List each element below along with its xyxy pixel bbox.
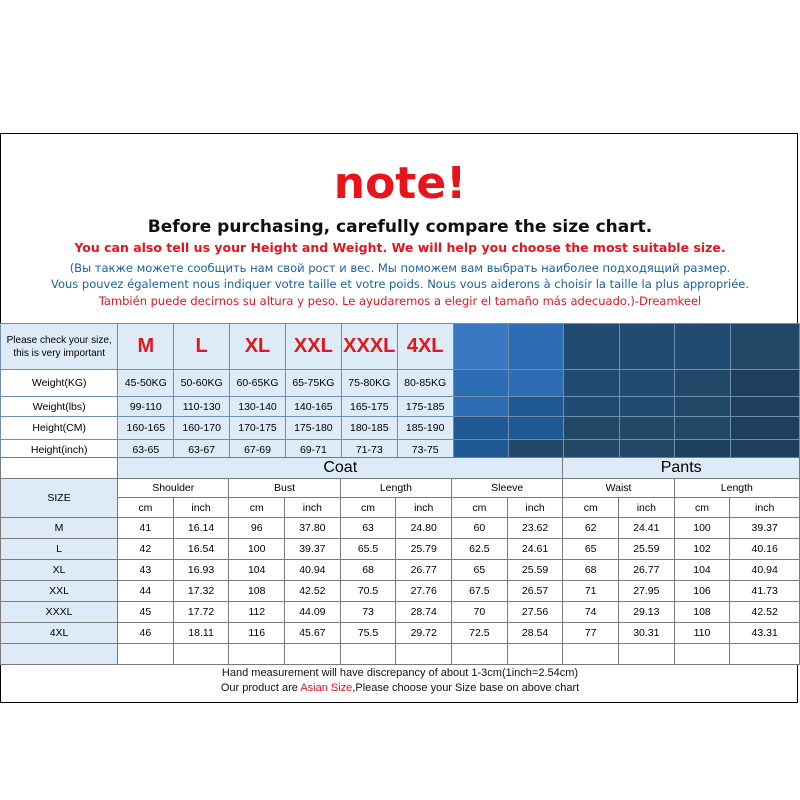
color-block — [509, 417, 564, 440]
size-guide-row — [1, 370, 800, 397]
empty-cell — [730, 644, 800, 665]
unit-inch: inch — [730, 498, 800, 518]
table-cell: 28.74 — [396, 602, 452, 623]
row-size-label: XXL — [1, 581, 118, 602]
size-guide-row — [1, 397, 800, 417]
table-cell: 110-130 — [174, 397, 230, 417]
table-cell: 41.73 — [730, 581, 800, 602]
color-block — [564, 370, 619, 397]
table-cell: 26.57 — [507, 581, 563, 602]
table-cell: 46 — [118, 623, 174, 644]
color-block — [730, 324, 799, 370]
french-instruction: Vous pouvez également nous indiquer votre taille et votre poids. Nous vous aiderons à choisir la taille la plus appropriée. — [50, 277, 750, 291]
color-block — [453, 397, 508, 417]
size-column-header: SIZE — [1, 479, 118, 518]
empty-cell — [452, 644, 508, 665]
color-block — [619, 324, 674, 370]
asian-size-highlight: Asian Size — [300, 682, 353, 694]
table-cell: 50-60KG — [174, 370, 230, 397]
table-cell: 27.56 — [507, 602, 563, 623]
unit-row — [1, 498, 800, 518]
coat-length-header: Length — [340, 479, 451, 498]
empty-row — [1, 644, 800, 665]
russian-instruction: (Вы также можете сообщить нам свой рост и вес. Мы поможем вам выбрать наиболее подходящий размер. — [69, 261, 731, 275]
table-cell: 62 — [563, 518, 619, 539]
size-xxxl: XXXL — [341, 324, 397, 370]
empty-cell — [285, 644, 341, 665]
table-cell: 16.14 — [173, 518, 229, 539]
table-cell: 100 — [229, 539, 285, 560]
unit-inch: inch — [173, 498, 229, 518]
color-block — [564, 324, 619, 370]
check-size-line-2: this is very important — [13, 347, 106, 359]
unit-inch: inch — [618, 498, 674, 518]
table-cell: 77 — [563, 623, 619, 644]
table-cell: 42 — [118, 539, 174, 560]
table-cell: 26.77 — [618, 560, 674, 581]
table-cell: 68 — [340, 560, 396, 581]
table-cell: 70 — [452, 602, 508, 623]
asian-size-prefix: Our product are — [220, 682, 301, 694]
table-cell: 160-170 — [174, 417, 230, 440]
coat-header: Coat — [118, 458, 563, 479]
table-cell: 180-185 — [341, 417, 397, 440]
color-block — [619, 370, 674, 397]
row-size-label: L — [1, 539, 118, 560]
table-cell: 29.72 — [396, 623, 452, 644]
empty-cell — [507, 644, 563, 665]
table-cell: 65-75KG — [285, 370, 341, 397]
asian-size-suffix: ,Please choose your Size base on above chart — [352, 682, 580, 694]
table-cell: 60-65KG — [230, 370, 286, 397]
table-cell: 63-65 — [118, 440, 174, 460]
table-cell: 99-110 — [118, 397, 174, 417]
size-guide-row — [1, 417, 800, 440]
unit-inch: inch — [285, 498, 341, 518]
color-block — [730, 370, 799, 397]
table-cell: 67.5 — [452, 581, 508, 602]
unit-cm: cm — [340, 498, 396, 518]
row-size-label: M — [1, 518, 118, 539]
row-size-label: 4XL — [1, 623, 118, 644]
table-cell: 65.5 — [340, 539, 396, 560]
table-cell: 108 — [229, 581, 285, 602]
table-cell: 40.16 — [730, 539, 800, 560]
table-cell: 27.95 — [618, 581, 674, 602]
table-cell: 37.80 — [285, 518, 341, 539]
table-cell: 65 — [452, 560, 508, 581]
table-cell: 43 — [118, 560, 174, 581]
color-block — [675, 397, 730, 417]
empty-cell — [118, 644, 174, 665]
table-cell: 165-175 — [341, 397, 397, 417]
table-cell: 175-185 — [397, 397, 453, 417]
table-cell: 23.62 — [507, 518, 563, 539]
asian-size-notice — [0, 682, 800, 694]
table-cell: 65 — [563, 539, 619, 560]
table-cell: 28.54 — [507, 623, 563, 644]
color-block — [453, 324, 508, 370]
table-cell: 130-140 — [230, 397, 286, 417]
table-cell: 40.94 — [285, 560, 341, 581]
pants-header: Pants — [563, 458, 800, 479]
row-label: Weight(KG) — [1, 370, 118, 397]
table-cell: 24.61 — [507, 539, 563, 560]
unit-cm: cm — [118, 498, 174, 518]
table-cell: 112 — [229, 602, 285, 623]
color-block — [564, 417, 619, 440]
height-weight-instruction: You can also tell us your Height and Weight. We will help you choose the most suitable size. — [74, 240, 726, 255]
check-size-label — [1, 324, 118, 370]
table-cell: 106 — [674, 581, 730, 602]
table-cell: 17.72 — [173, 602, 229, 623]
empty-cell — [674, 644, 730, 665]
row-size-label: XL — [1, 560, 118, 581]
table-cell: 17.32 — [173, 581, 229, 602]
empty-cell — [173, 644, 229, 665]
table-cell: 45-50KG — [118, 370, 174, 397]
table-cell: 67-69 — [230, 440, 286, 460]
category-row — [1, 458, 800, 479]
check-size-line-1: Please check your size, — [6, 334, 112, 346]
shoulder-header: Shoulder — [118, 479, 229, 498]
table-cell: 175-180 — [285, 417, 341, 440]
table-cell: 170-175 — [230, 417, 286, 440]
color-block — [564, 397, 619, 417]
table-cell: 69-71 — [285, 440, 341, 460]
table-cell: 29.13 — [618, 602, 674, 623]
table-cell: 42.52 — [730, 602, 800, 623]
table-cell: 63-67 — [174, 440, 230, 460]
compare-instruction: Before purchasing, carefully compare the size chart. — [147, 217, 653, 237]
table-cell: 27.76 — [396, 581, 452, 602]
empty-cell — [396, 644, 452, 665]
unit-cm: cm — [229, 498, 285, 518]
measurement-table — [0, 457, 800, 665]
size-xl: XL — [230, 324, 286, 370]
table-cell: 71-73 — [341, 440, 397, 460]
size-xxl: XXL — [285, 324, 341, 370]
table-cell: 80-85KG — [397, 370, 453, 397]
spanish-instruction: También puede decirnos su altura y peso. Le ayudaremos a elegir el tamaño más adecuado.)-Dreamkeel — [98, 294, 702, 308]
table-cell: 75.5 — [340, 623, 396, 644]
table-cell: 62.5 — [452, 539, 508, 560]
measurement-rows — [1, 518, 800, 644]
table-cell: 44 — [118, 581, 174, 602]
row-label: Weight(lbs) — [1, 397, 118, 417]
empty-cell — [340, 644, 396, 665]
sleeve-header: Sleeve — [452, 479, 563, 498]
table-cell: 16.54 — [173, 539, 229, 560]
unit-cm: cm — [674, 498, 730, 518]
table-cell: 41 — [118, 518, 174, 539]
table-cell: 110 — [674, 623, 730, 644]
table-cell: 104 — [229, 560, 285, 581]
waist-header: Waist — [563, 479, 674, 498]
table-cell: 42.52 — [285, 581, 341, 602]
pants-length-header: Length — [674, 479, 799, 498]
color-block — [453, 417, 508, 440]
unit-inch: inch — [396, 498, 452, 518]
color-block — [675, 370, 730, 397]
color-block — [453, 370, 508, 397]
table-cell: 39.37 — [285, 539, 341, 560]
size-header-row — [1, 324, 800, 370]
table-row — [1, 602, 800, 623]
table-cell: 96 — [229, 518, 285, 539]
color-block — [509, 324, 564, 370]
measure-group-row — [1, 479, 800, 498]
size-guide-table — [0, 323, 800, 460]
row-size-label: XXXL — [1, 602, 118, 623]
empty-corner — [1, 458, 118, 479]
table-cell: 63 — [340, 518, 396, 539]
table-cell: 24.80 — [396, 518, 452, 539]
empty-cell — [618, 644, 674, 665]
table-cell: 70.5 — [340, 581, 396, 602]
table-cell: 44.09 — [285, 602, 341, 623]
table-row — [1, 581, 800, 602]
table-cell: 116 — [229, 623, 285, 644]
table-cell: 25.59 — [507, 560, 563, 581]
empty-cell — [563, 644, 619, 665]
table-cell: 74 — [563, 602, 619, 623]
table-cell: 60 — [452, 518, 508, 539]
empty-cell — [229, 644, 285, 665]
table-cell: 71 — [563, 581, 619, 602]
size-4xl: 4XL — [397, 324, 453, 370]
unit-cm: cm — [452, 498, 508, 518]
table-cell: 18.11 — [173, 623, 229, 644]
color-block — [675, 417, 730, 440]
table-cell: 24.41 — [618, 518, 674, 539]
bust-header: Bust — [229, 479, 340, 498]
table-cell: 73-75 — [397, 440, 453, 460]
table-cell: 26.77 — [396, 560, 452, 581]
measurement-disclaimer: Hand measurement will have discrepancy of about 1-3cm(1inch=2.54cm) — [221, 667, 579, 679]
table-cell: 75-80KG — [341, 370, 397, 397]
table-cell: 108 — [674, 602, 730, 623]
unit-cm: cm — [563, 498, 619, 518]
table-cell: 25.79 — [396, 539, 452, 560]
color-block — [619, 397, 674, 417]
table-cell: 160-165 — [118, 417, 174, 440]
table-cell: 25.59 — [618, 539, 674, 560]
unit-inch: inch — [507, 498, 563, 518]
table-cell: 100 — [674, 518, 730, 539]
table-row — [1, 560, 800, 581]
row-label: Height(inch) — [1, 440, 118, 460]
table-cell: 102 — [674, 539, 730, 560]
table-cell: 140-165 — [285, 397, 341, 417]
table-cell: 43.31 — [730, 623, 800, 644]
table-cell: 72.5 — [452, 623, 508, 644]
table-cell: 30.31 — [618, 623, 674, 644]
table-row — [1, 518, 800, 539]
row-label: Height(CM) — [1, 417, 118, 440]
color-block — [509, 397, 564, 417]
table-cell: 68 — [563, 560, 619, 581]
color-block — [730, 397, 799, 417]
table-row — [1, 539, 800, 560]
table-cell: 73 — [340, 602, 396, 623]
color-block — [730, 417, 799, 440]
table-cell: 104 — [674, 560, 730, 581]
table-cell: 40.94 — [730, 560, 800, 581]
color-block — [675, 324, 730, 370]
table-row — [1, 623, 800, 644]
table-cell: 45 — [118, 602, 174, 623]
color-block — [619, 417, 674, 440]
size-m: M — [118, 324, 174, 370]
table-cell: 16.93 — [173, 560, 229, 581]
table-cell: 45.67 — [285, 623, 341, 644]
size-l: L — [174, 324, 230, 370]
empty-cell — [1, 644, 118, 665]
note-title: note! — [333, 158, 467, 209]
table-cell: 39.37 — [730, 518, 800, 539]
table-cell: 185-190 — [397, 417, 453, 440]
color-block — [509, 370, 564, 397]
